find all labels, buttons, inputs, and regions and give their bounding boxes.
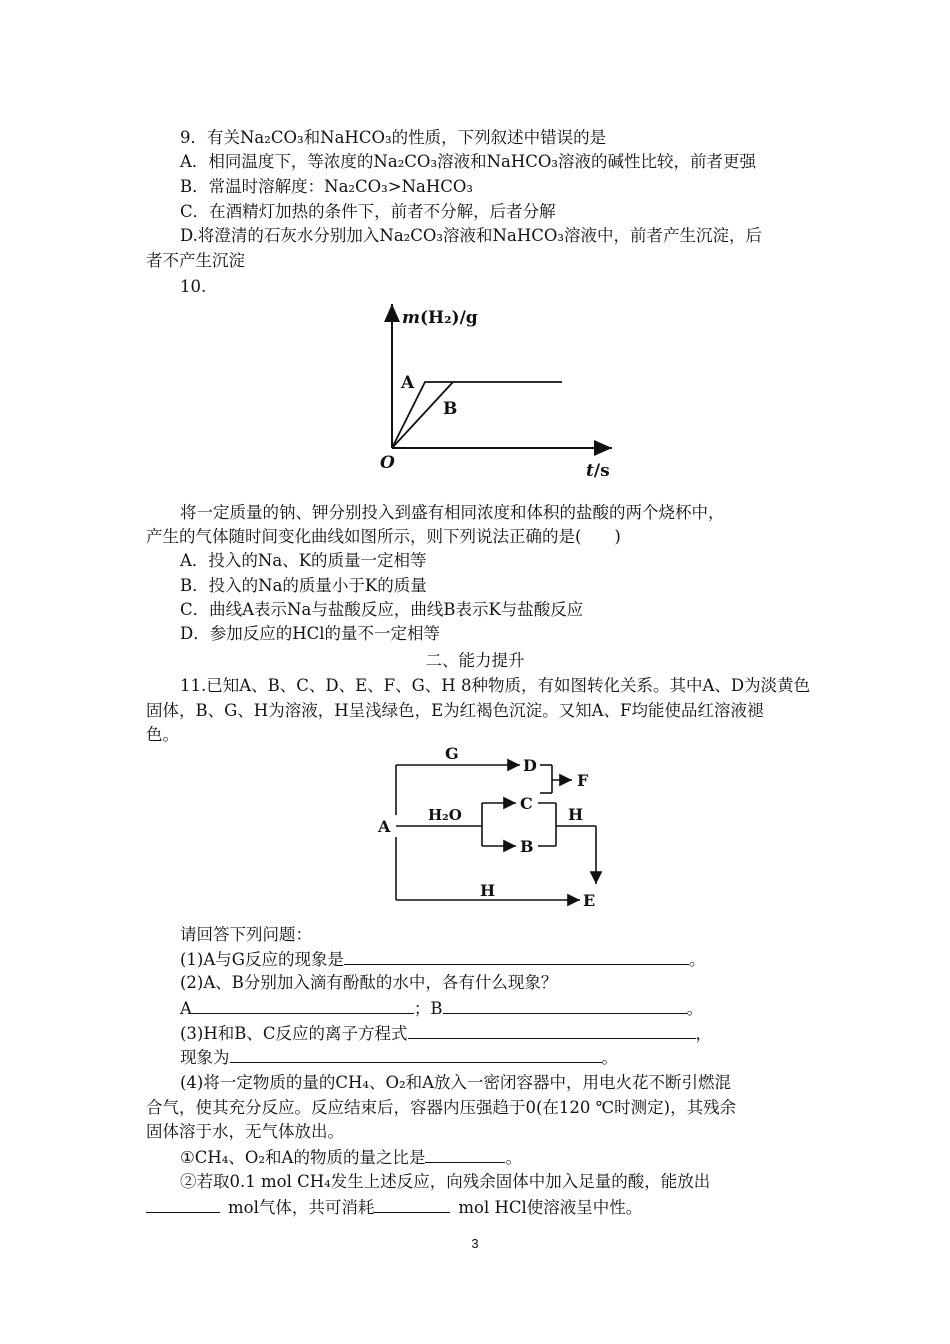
q10-option-c: C．曲线A表示Na与盐酸反应，曲线B表示K与盐酸反应 <box>180 600 584 619</box>
x-axis-label: t/s <box>586 461 610 481</box>
q11-part4a <box>180 1145 522 1170</box>
part4a-text: ①CH₄、O₂和A的物质的量之比是 <box>180 1148 426 1167</box>
part3b-end: 。 <box>601 1048 618 1067</box>
answer-blank[interactable] <box>230 1045 602 1063</box>
section-heading: 二、能力提升 <box>425 651 525 670</box>
part4b-text-b: mol HCl使溶液呈中性。 <box>458 1198 643 1217</box>
q10-option-d: D．参加反应的HCl的量不一定相等 <box>180 624 441 643</box>
q10-option-b: B．投入的Na的质量小于K的质量 <box>180 576 427 595</box>
q11-part3-phenomenon <box>180 1045 618 1070</box>
q11-part4-line2: 合气，使其充分反应。反应结束后，容器内压强趋于0(在120 ℃时测定)，其残余 <box>146 1098 737 1117</box>
q11-stem-line2: 固体，B、G、H为溶液，H呈浅绿色，E为红褐色沉淀。又知A、F均能使品红溶液褪 <box>146 701 764 720</box>
q11-part1 <box>180 947 705 972</box>
curve-a-label: A <box>401 373 415 393</box>
q10-number: 10. <box>180 277 207 296</box>
node-a: A <box>378 817 391 836</box>
part3b-text: 现象为 <box>180 1048 230 1067</box>
q9-option-b: B．常温时溶解度：Na₂CO₃>NaHCO₃ <box>180 177 474 196</box>
curve-b-label: B <box>443 399 458 419</box>
part3-end: ， <box>695 1024 713 1043</box>
answer-blank[interactable] <box>344 947 689 965</box>
node-c: C <box>520 794 533 813</box>
node-b: B <box>520 837 534 856</box>
part2-a-label: A <box>180 999 192 1018</box>
q9-option-c: C．在酒精灯加热的条件下，前者不分解，后者分解 <box>180 202 556 221</box>
q11-part2-answers <box>180 996 703 1021</box>
q11-part4b-line2 <box>146 1195 642 1220</box>
q9-stem: 9．有关Na₂CO₃和NaHCO₃的性质，下列叙述中错误的是 <box>180 128 607 147</box>
label-g: G <box>445 744 459 763</box>
answer-blank[interactable] <box>443 996 687 1014</box>
page-number: 3 <box>471 1236 479 1251</box>
node-f: F <box>577 771 589 790</box>
q11-stem-line1: 11.已知A、B、C、D、E、F、G、H 8种物质，有如图转化关系。其中A、D为淡黄色 <box>180 676 811 695</box>
part1-end: 。 <box>688 950 706 969</box>
q10-option-a: A．投入的Na、K的质量一定相等 <box>180 551 427 570</box>
q10-stem-line2: 产生的气体随时间变化曲线如图所示，则下列说法正确的是( ) <box>146 527 621 546</box>
part3-text: (3)H和B、C反应的离子方程式 <box>180 1024 408 1043</box>
label-h-bottom: H <box>480 881 496 900</box>
q9-option-d-line1: D.将澄清的石灰水分别加入Na₂CO₃溶液和NaHCO₃溶液中，前者产生沉淀，后 <box>180 226 762 245</box>
node-d: D <box>523 756 537 775</box>
q11-part4-line3: 固体溶于水，无气体放出。 <box>146 1122 344 1141</box>
answer-blank[interactable] <box>425 1145 505 1163</box>
part4b-text-a: mol气体，共可消耗 <box>228 1198 375 1217</box>
q11-part3 <box>180 1021 712 1046</box>
part1-text: (1)A与G反应的现象是 <box>180 950 344 969</box>
y-axis-label: m(H₂)/g <box>402 308 478 328</box>
answer-blank[interactable] <box>374 1195 450 1213</box>
q10-stem-line1: 将一定质量的钠、钾分别投入到盛有相同浓度和体积的盐酸的两个烧杯中， <box>180 503 725 522</box>
origin-label: O <box>380 453 395 473</box>
curve-a <box>392 382 562 448</box>
q9-option-d-line2: 者不产生沉淀 <box>146 251 245 270</box>
node-e: E <box>583 891 596 910</box>
q11-prompt: 请回答下列问题： <box>180 925 312 944</box>
q10-graph <box>360 292 660 482</box>
answer-blank[interactable] <box>192 996 414 1014</box>
part4a-end: 。 <box>505 1148 522 1167</box>
label-h-top: H <box>568 805 584 824</box>
q11-part4-line1: (4)将一定物质的量的CH₄、O₂和A放入一密闭容器中，用电火花不断引燃混 <box>180 1073 732 1092</box>
q11-conversion-diagram <box>370 740 620 915</box>
q9-option-a: A．相同温度下，等浓度的Na₂CO₃溶液和NaHCO₃溶液的碱性比较，前者更强 <box>180 152 757 171</box>
q11-stem-line3: 色。 <box>146 725 179 744</box>
q11-part2: (2)A、B分别加入滴有酚酞的水中，各有什么现象？ <box>180 973 558 992</box>
part2-end: 。 <box>686 999 704 1018</box>
answer-blank[interactable] <box>408 1021 696 1039</box>
part2-b-label: ；B <box>413 999 443 1018</box>
q11-part4b-line1: ②若取0.1 mol CH₄发生上述反应，向残余固体中加入足量的酸，能放出 <box>180 1172 711 1191</box>
label-water: H₂O <box>428 806 462 824</box>
answer-blank[interactable] <box>146 1195 220 1213</box>
